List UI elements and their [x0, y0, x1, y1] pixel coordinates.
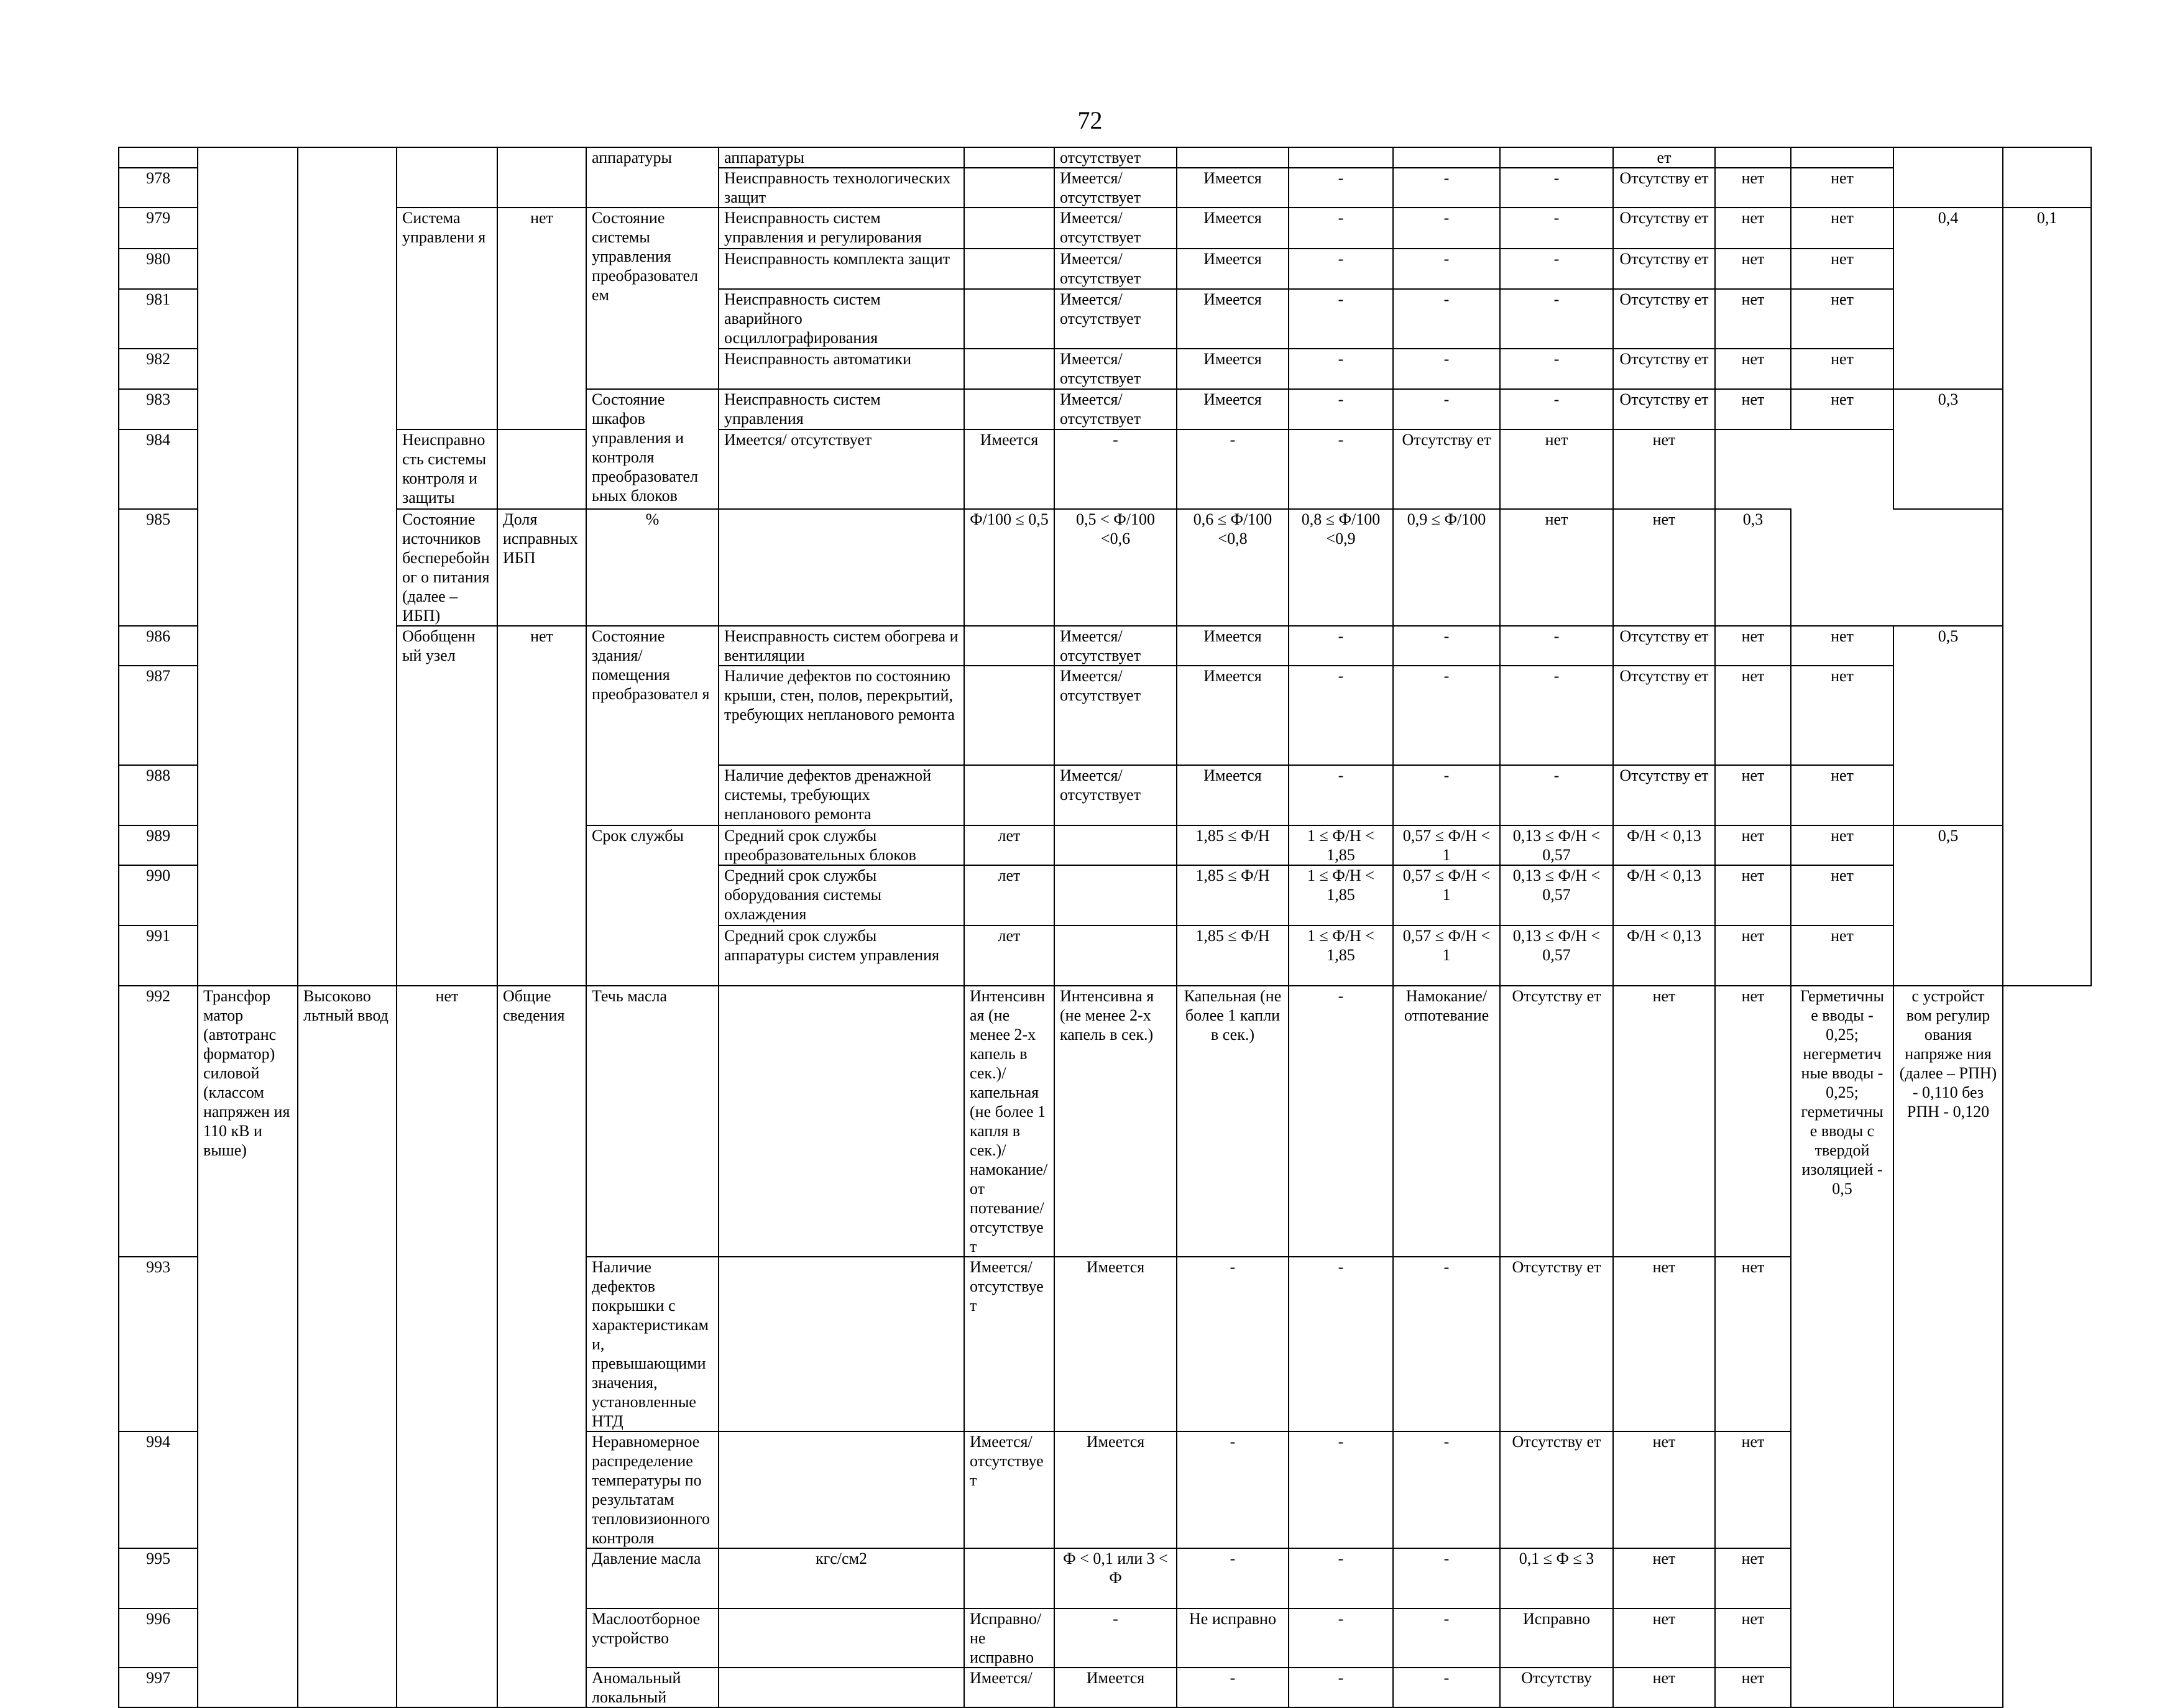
cell-r3: - [1393, 626, 1500, 666]
cell-r3: - [1393, 208, 1500, 249]
cell-r5: Отсутству ет [1500, 1431, 1613, 1548]
cell-r7: нет [1715, 986, 1791, 1257]
cell-r7: нет [1791, 349, 1893, 389]
cell-unit [964, 289, 1054, 349]
cell-r5: Ф/Н < 0,13 [1613, 865, 1715, 925]
cell-r7: нет [1791, 626, 1893, 666]
cell-id: 988 [119, 765, 198, 825]
cell-r3: - [1393, 289, 1500, 349]
cell-indicator: Наличие дефектов дренажной системы, требующих непланового ремонта [719, 765, 964, 825]
cell-r2: - [1177, 1668, 1289, 1707]
cell-unit [964, 765, 1054, 825]
cell-r7: нет [1791, 865, 1893, 925]
cell-r6: нет [1715, 289, 1791, 349]
cell-r7: нет [1715, 1668, 1791, 1707]
cell-id [119, 147, 198, 168]
cell-r5: Отсутству ет [1613, 389, 1715, 429]
cell-unit [964, 249, 1054, 289]
cell-unit: лет [964, 865, 1054, 925]
cell-r2: 1 ≤ Ф/Н < 1,85 [1289, 825, 1393, 865]
table-row [119, 147, 2091, 168]
cell-id: 997 [119, 1668, 198, 1707]
cell-r3: - [1289, 1257, 1393, 1431]
cell-values [1054, 825, 1177, 865]
cell-indicator: Неисправность систем аварийного осциллографирования [719, 289, 964, 349]
cell-r7: нет [1791, 289, 1893, 349]
cell-node-flag: нет [497, 208, 586, 429]
cell-r5: Отсутству ет [1613, 289, 1715, 349]
cell-r5: Отсутству ет [1613, 349, 1715, 389]
cell-r3: - [1393, 249, 1500, 289]
cell-indicator: Неравномерное распределение температуры по результатам тепловизионного контроля [586, 1431, 719, 1548]
cell-k2 [2003, 147, 2091, 208]
cell-r4: - [1500, 626, 1613, 666]
cell-k1 [1893, 147, 2003, 208]
cell-r6: нет [1715, 168, 1791, 208]
cell-r2: - [1289, 765, 1393, 825]
cell-id: 983 [119, 389, 198, 429]
cell-values: Имеется/ отсутствует [719, 429, 964, 509]
table-row [119, 986, 2091, 1257]
cell-subgroup: Трансфор матор (автотранс форматор) силовой (классом напряжен ия 110 кВ и выше) [198, 986, 298, 1707]
cell-indicator: Маслоотборное устройство [586, 1609, 719, 1668]
cell-k2: с устройст вом регулир ования напряже ния (далее – РПН) - 0,110 без РПН - 0,120 [1893, 986, 2003, 1707]
cell-r6: нет [1715, 765, 1791, 825]
cell-r3: 0,57 ≤ Ф/Н < 1 [1393, 925, 1500, 986]
cell-r1: Имеется [1177, 389, 1289, 429]
cell-r2: - [1177, 1548, 1289, 1609]
cell-unit [964, 168, 1054, 208]
cell-indicator: Неисправность технологических защит [719, 168, 964, 208]
cell-unit [964, 208, 1054, 249]
cell-param: Состояние здания/ помещения преобразовател я [586, 626, 719, 825]
cell-r4: Намокание/ отпотевание [1393, 986, 1500, 1257]
cell-indicator: Течь масла [586, 986, 719, 1257]
cell-r4: 0,13 ≤ Ф/Н < 0,57 [1500, 825, 1613, 865]
cell-values: Имеется/ отсутствует [1054, 765, 1177, 825]
cell-r5: Отсутству ет [1613, 626, 1715, 666]
cell-r4 [1500, 147, 1613, 168]
cell-id: 979 [119, 208, 198, 249]
cell-r6: нет [1715, 208, 1791, 249]
cell-r4: - [1500, 666, 1613, 765]
cell-id: 994 [119, 1431, 198, 1548]
cell-r1: Интенсивна я (не менее 2-х капель в сек.) [1054, 986, 1177, 1257]
cell-r5: Ф/Н < 0,13 [1613, 925, 1715, 986]
cell-values: Имеется/ отсутствует [964, 1431, 1054, 1548]
cell-r1: Имеется [1177, 289, 1289, 349]
cell-values: Интенсивная (не менее 2-х капель в сек.)/ капельная (не более 1 капля в сек.)/ намокание/от потевание/ отсутствует [964, 986, 1054, 1257]
cell-r3: 0,57 ≤ Ф/Н < 1 [1393, 865, 1500, 925]
cell-id: 985 [119, 509, 198, 626]
cell-indicator: Неисправность автоматики [719, 349, 964, 389]
cell-r2: 0,5 < Ф/100 <0,6 [1054, 509, 1177, 626]
cell-indicator: Неисправность систем управления [719, 389, 964, 429]
table-row [119, 509, 2091, 626]
cell-r2: - [1054, 429, 1177, 509]
cell-values: Имеется/ отсутствует [1054, 208, 1177, 249]
cell-group [198, 147, 298, 986]
cell-indicator: Неисправность систем обогрева и вентиляции [719, 626, 964, 666]
cell-values: Имеется/ отсутствует [1054, 666, 1177, 765]
cell-r5: Ф/Н < 0,13 [1613, 825, 1715, 865]
cell-r4: - [1500, 208, 1613, 249]
cell-r5: Исправно [1500, 1609, 1613, 1668]
cell-node-flag: нет [397, 986, 497, 1707]
cell-r1: Имеется [1054, 1257, 1177, 1431]
cell-unit [497, 429, 586, 509]
cell-id: 980 [119, 249, 198, 289]
cell-r6: нет [1715, 626, 1791, 666]
cell-r2: 1 ≤ Ф/Н < 1,85 [1289, 865, 1393, 925]
cell-indicator: аппаратуры [719, 147, 964, 168]
cell-r4: - [1500, 389, 1613, 429]
cell-r7: нет [1613, 429, 1715, 509]
cell-k1: 0,3 [1715, 509, 1791, 626]
cell-r7: нет [1613, 509, 1715, 626]
cell-values: Имеется/ [964, 1668, 1054, 1707]
cell-unit [964, 389, 1054, 429]
table-row [119, 208, 2091, 249]
cell-param: Общие сведения [497, 986, 586, 1707]
cell-indicator: Неисправность систем управления и регулирования [719, 208, 964, 249]
cell-r2: 1 ≤ Ф/Н < 1,85 [1289, 925, 1393, 986]
cell-r1: 1,85 ≤ Ф/Н [1177, 865, 1289, 925]
cell-r5: ет [1613, 147, 1715, 168]
cell-unit [719, 1668, 964, 1707]
cell-r5: 0,9 ≤ Ф/100 [1393, 509, 1500, 626]
cell-node: Высоково льтный ввод [298, 986, 397, 1707]
cell-id: 984 [119, 429, 198, 509]
cell-param: аппаратуры [586, 147, 719, 208]
cell-r5: Отсутству ет [1500, 1257, 1613, 1431]
cell-r7: нет [1791, 389, 1893, 429]
cell-r3: - [1289, 1609, 1393, 1668]
cell-r2: Капельная (не более 1 капли в сек.) [1177, 986, 1289, 1257]
cell-param: Состояние системы управления преобразовател ем [586, 208, 719, 389]
cell-unit: % [586, 509, 719, 626]
cell-values [719, 509, 964, 626]
cell-id: 995 [119, 1548, 198, 1609]
cell-id: 978 [119, 168, 198, 208]
cell-values: Исправно/ не исправно [964, 1609, 1054, 1668]
cell-r3: - [1289, 1548, 1393, 1609]
cell-unit [719, 1431, 964, 1548]
cell-r3: - [1289, 1668, 1393, 1707]
cell-r2: Не исправно [1177, 1609, 1289, 1668]
cell-r1: Имеется [1177, 626, 1289, 666]
cell-unit: лет [964, 825, 1054, 865]
cell-r7 [1791, 147, 1893, 168]
cell-r3: - [1177, 429, 1289, 509]
cell-id: 987 [119, 666, 198, 765]
cell-r2: - [1289, 249, 1393, 289]
cell-r1: Имеется [1054, 1431, 1177, 1548]
cell-r5: Отсутству [1500, 1668, 1613, 1707]
cell-id: 982 [119, 349, 198, 389]
cell-r6: нет [1715, 389, 1791, 429]
cell-r1 [1177, 147, 1289, 168]
cell-r4: - [1500, 349, 1613, 389]
cell-k1: 0,4 [1893, 208, 2003, 389]
cell-unit [964, 349, 1054, 389]
cell-r2: - [1289, 168, 1393, 208]
cell-indicator: Средний срок службы преобразовательных блоков [719, 825, 964, 865]
cell-r4: - [1500, 765, 1613, 825]
cell-r1: Имеется [1177, 208, 1289, 249]
cell-r4: - [1500, 249, 1613, 289]
cell-r6: нет [1715, 825, 1791, 865]
cell-indicator: Неисправность комплекта защит [719, 249, 964, 289]
cell-unit [964, 147, 1054, 168]
cell-r4: - [1393, 1668, 1500, 1707]
cell-r7: нет [1791, 666, 1893, 765]
cell-subgroup [298, 147, 397, 986]
table-row [119, 429, 2091, 509]
cell-r3: - [1393, 168, 1500, 208]
cell-r7: нет [1791, 765, 1893, 825]
cell-id: 996 [119, 1609, 198, 1668]
cell-r3: 0,57 ≤ Ф/Н < 1 [1393, 825, 1500, 865]
cell-r2: - [1289, 389, 1393, 429]
cell-param: Срок службы [586, 825, 719, 986]
cell-indicator: Средний срок службы оборудования системы охлаждения [719, 865, 964, 925]
cell-r3: - [1393, 765, 1500, 825]
cell-r5: Отсутству ет [1500, 986, 1613, 1257]
cell-values: Имеется/ отсутствует [1054, 349, 1177, 389]
cell-r3 [1393, 147, 1500, 168]
cell-values [1054, 925, 1177, 986]
cell-r2: - [1289, 208, 1393, 249]
cell-r2: - [1289, 626, 1393, 666]
cell-r1: Имеется [1177, 168, 1289, 208]
cell-indicator: Давление масла [586, 1548, 719, 1609]
cell-r6: нет [1500, 429, 1613, 509]
cell-r1: 1,85 ≤ Ф/Н [1177, 925, 1289, 986]
cell-r6: нет [1613, 1668, 1715, 1707]
page-number: 72 [1077, 106, 1103, 134]
cell-r5: Отсутству ет [1613, 765, 1715, 825]
cell-r3: - [1289, 1431, 1393, 1548]
cell-r6: нет [1613, 1548, 1715, 1609]
cell-r3: - [1393, 349, 1500, 389]
cell-values: Имеется/ отсутствует [1054, 289, 1177, 349]
cell-r6 [1715, 147, 1791, 168]
cell-unit: лет [964, 925, 1054, 986]
cell-r7: нет [1715, 1431, 1791, 1548]
cell-node [397, 147, 497, 208]
cell-r4: - [1500, 289, 1613, 349]
cell-k1: 0,5 [1893, 825, 2003, 986]
cell-r7: нет [1715, 1257, 1791, 1431]
cell-r2: - [1289, 666, 1393, 765]
cell-r4: - [1393, 1609, 1500, 1668]
cell-node-flag: нет [497, 626, 586, 986]
cell-r6: нет [1613, 1257, 1715, 1431]
cell-r1: Ф < 0,1 или 3 < Ф [1054, 1548, 1177, 1609]
cell-r5: 0,1 ≤ Ф ≤ 3 [1500, 1548, 1613, 1609]
cell-id: 981 [119, 289, 198, 349]
cell-values [964, 1548, 1054, 1609]
cell-values [1054, 865, 1177, 925]
cell-r6: нет [1613, 1431, 1715, 1548]
cell-r7: нет [1715, 1609, 1791, 1668]
cell-values: Имеется/ отсутствует [1054, 626, 1177, 666]
cell-unit [719, 1609, 964, 1668]
cell-node: Обобщенн ый узел [397, 626, 497, 986]
cell-r5: Отсутству ет [1613, 168, 1715, 208]
cell-r6: нет [1715, 865, 1791, 925]
cell-r5: Отсутству ет [1613, 208, 1715, 249]
cell-r7: нет [1791, 825, 1893, 865]
cell-r7: нет [1791, 249, 1893, 289]
criteria-table [118, 147, 2092, 1708]
cell-r6: нет [1715, 349, 1791, 389]
cell-r4: 0,13 ≤ Ф/Н < 0,57 [1500, 925, 1613, 986]
cell-r2: - [1289, 289, 1393, 349]
cell-r4: - [1393, 1431, 1500, 1548]
cell-r5: Отсутству ет [1613, 249, 1715, 289]
cell-r2: - [1289, 349, 1393, 389]
cell-r4: - [1289, 429, 1393, 509]
cell-r2: - [1177, 1257, 1289, 1431]
cell-r6: нет [1715, 925, 1791, 986]
cell-r3: 0,6 ≤ Ф/100 <0,8 [1177, 509, 1289, 626]
cell-r1: Ф/100 ≤ 0,5 [964, 509, 1054, 626]
cell-values: отсутствует [1054, 147, 1177, 168]
cell-k1: Герметичны е вводы - 0,25; негерметич ные вводы - 0,25; герметичны е вводы с твердой изоляцией - 0,5 [1791, 986, 1893, 1707]
cell-values: Имеется/ отсутствует [964, 1257, 1054, 1431]
cell-param: Состояние шкафов управления и контроля преобразовател ьных блоков [586, 389, 719, 509]
cell-r1: Имеется [1177, 765, 1289, 825]
cell-unit: кгс/см2 [719, 1548, 964, 1609]
cell-id: 989 [119, 825, 198, 865]
cell-r5: Отсутству ет [1613, 666, 1715, 765]
cell-indicator: Наличие дефектов покрышки с характеристиками, превышающими значения, установленные НТД [586, 1257, 719, 1431]
cell-r7: нет [1791, 208, 1893, 249]
cell-indicator: Доля исправных ИБП [497, 509, 586, 626]
cell-k2: 0,1 [2003, 208, 2091, 986]
cell-r2: - [1177, 1431, 1289, 1548]
cell-r1: Имеется [964, 429, 1054, 509]
cell-r7: нет [1791, 168, 1893, 208]
cell-indicator: Неисправность системы контроля и защиты [397, 429, 497, 509]
cell-id: 993 [119, 1257, 198, 1431]
cell-indicator: Средний срок службы аппаратуры систем управления [719, 925, 964, 986]
cell-indicator: Аномальный локальный [586, 1668, 719, 1707]
cell-unit [719, 1257, 964, 1431]
cell-id: 986 [119, 626, 198, 666]
cell-unit [719, 986, 964, 1257]
cell-r5: Отсутству ет [1393, 429, 1500, 509]
cell-values: Имеется/ отсутствует [1054, 389, 1177, 429]
cell-r4: - [1500, 168, 1613, 208]
cell-r6: нет [1715, 249, 1791, 289]
cell-r3: - [1393, 389, 1500, 429]
cell-r1: Имеется [1177, 666, 1289, 765]
table-row [119, 626, 2091, 666]
cell-k1: 0,3 [1893, 389, 2003, 509]
cell-values: Имеется/ отсутствует [1054, 168, 1177, 208]
cell-values: Имеется/ отсутствует [1054, 249, 1177, 289]
cell-r4: 0,13 ≤ Ф/Н < 0,57 [1500, 865, 1613, 925]
cell-r1: Имеется [1054, 1668, 1177, 1707]
cell-node: Система управлени я [397, 208, 497, 429]
cell-r4: - [1393, 1257, 1500, 1431]
cell-unit [964, 626, 1054, 666]
cell-r1: - [1054, 1609, 1177, 1668]
cell-id: 992 [119, 986, 198, 1257]
cell-r1: Имеется [1177, 249, 1289, 289]
cell-id: 990 [119, 865, 198, 925]
cell-r2 [1289, 147, 1393, 168]
cell-r3: - [1289, 986, 1393, 1257]
cell-r7: нет [1791, 925, 1893, 986]
cell-indicator: Наличие дефектов по состоянию крыши, стен, полов, перекрытий, требующих непланового ремонта [719, 666, 964, 765]
cell-r4: 0,8 ≤ Ф/100 <0,9 [1289, 509, 1393, 626]
cell-r6: нет [1715, 666, 1791, 765]
cell-r3: - [1393, 666, 1500, 765]
cell-r7: нет [1715, 1548, 1791, 1609]
cell-r6: нет [1613, 1609, 1715, 1668]
cell-r1: Имеется [1177, 349, 1289, 389]
cell-unit [964, 666, 1054, 765]
cell-param: Состояние источников бесперебойног о питания (далее – ИБП) [397, 509, 497, 626]
cell-node-flag [497, 147, 586, 208]
cell-k1: 0,5 [1893, 626, 2003, 825]
cell-r6: нет [1613, 986, 1715, 1257]
cell-r4: - [1393, 1548, 1500, 1609]
cell-r1: 1,85 ≤ Ф/Н [1177, 825, 1289, 865]
cell-id: 991 [119, 925, 198, 986]
cell-r6: нет [1500, 509, 1613, 626]
